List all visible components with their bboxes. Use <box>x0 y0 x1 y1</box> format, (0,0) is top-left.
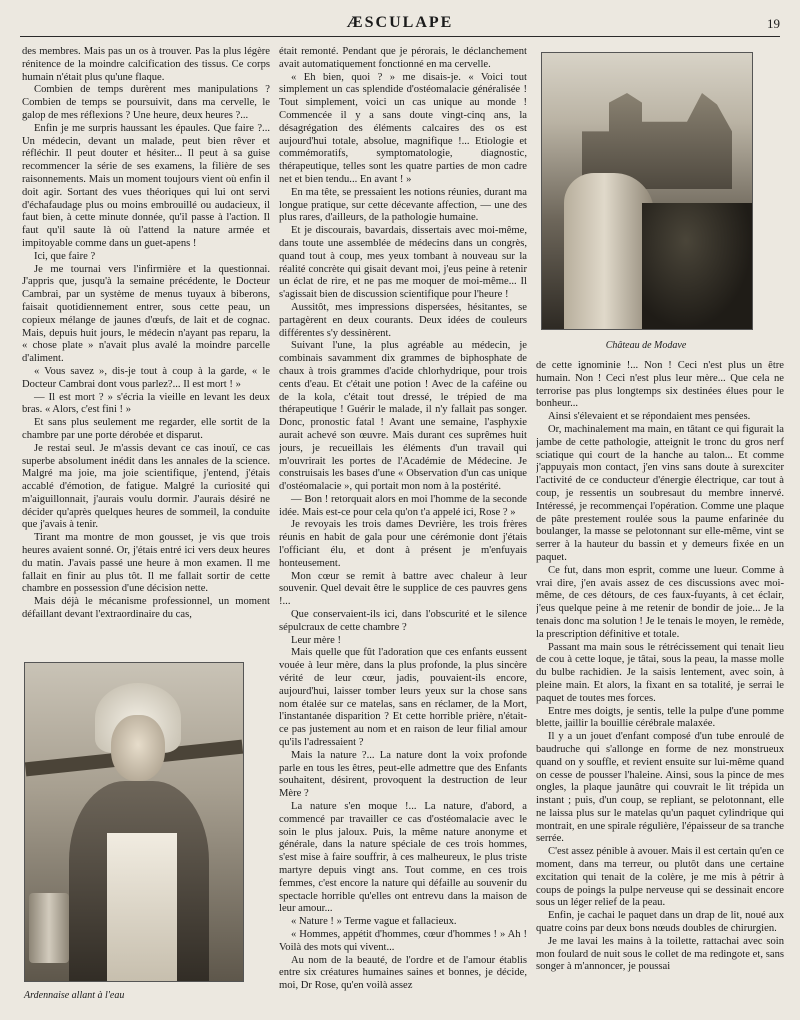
text-column-1 <box>22 46 270 658</box>
paragraph: Je me tournai vers l'infirmière et la questionnai. J'appris que, jusqu'à la semaine précédente, le Docteur Cambrai, par un système de menus tuyaux à biberons, faisait quotidiennement entrer, sous cette peau, un copieux mélange de jaunes d'œufs, de lait et de cognac. Mais, depuis huit jours, le médecin n'ayant pas reparu, la « chose plate » n'avait plus avalé la moindre parcelle d'aliment. <box>22 263 270 365</box>
paragraph: Il y a un jouet d'enfant composé d'un tube enroulé de baudruche qui s'allonge en forme de nez monstrueux quand on y souffle, et revient ensuite sur lui-même quand on cesse de pousser l'haleine. Ainsi, sous la pince de mes ongles, la plaque jaunâtre qui couvrait le lit trépida un instant ; puis, d'un coup, se repliant, se pelotonnant, elle ne laissa plus sur le matelas qu'un paquet cylindrique qui montrait, en une spirale régulière, l'épaisseur de sa tranche serrée. <box>536 731 784 845</box>
paragraph: Passant ma main sous le rétrécissement qui tenait lieu de cou à cette loque, je tâtai, sous la peau, la masse molle du bulbe rachidien. Je la saisis lentement, avec soin, à pleine main. Et alors, la fixant en sa totalité, je serrai le paquet de toutes mes forces. <box>536 641 784 704</box>
paragraph: était remonté. Pendant que je pérorais, le déclanchement avait automatiquement fonctionné en ma cervelle. <box>279 46 527 70</box>
caption-ardennaise: Ardennaise allant à l'eau <box>24 990 125 1001</box>
paragraph: En ma tête, se pressaient les notions réunies, durant ma longue pratique, sur cette décevante affection, — une des plus rares, d'ailleurs, de la pathologie humaine. <box>279 186 527 224</box>
paragraph: C'est assez pénible à avouer. Mais il est certain qu'en ce moment, dans ma terreur, ou plutôt dans une certaine excitation qui tenait de la colère, je me mis à pétrir à coups de poings la pulpe nerveuse qui se dessinait encore sous un léger relief de la peau. <box>536 846 784 909</box>
journal-title: ÆSCULAPE <box>20 14 780 32</box>
paragraph: « Nature ! » Terme vague et fallacieux. <box>291 916 457 928</box>
paragraph: Je revoyais les trois dames Devrière, les trois frères réunis en habit de gala pour une cérémonie dont j'étais l'officiant élu, et dont à présent je m'enfuyais honteusement. <box>279 519 527 569</box>
photo-cliff <box>564 173 654 329</box>
header-rule <box>20 36 780 37</box>
paragraph: Je restai seul. Je m'assis devant ce cas inouï, ce cas superbe absolument inédit dans les annales de la science. Malgré ma joie, ma joie scientifique, j'entend, j'étais accablé d'émotion, de fatigue. Malgré la curiosité qui m'aiguillonnait, j'aurais voulu dormir. J'aurais désiré ne décider qu'après quelques heures de sommeil, la conduite que j'avais à tenir. <box>22 442 270 531</box>
paragraph: Entre mes doigts, je sentis, telle la pulpe d'une pomme blette, jaillir la bouillie cérébrale malaxée. <box>536 705 784 730</box>
photo-apron <box>107 833 177 981</box>
paragraph: Leur mère ! <box>291 634 341 646</box>
paragraph: Que conservaient-ils ici, dans l'obscurité et le silence sépulcraux de cette chambre ? <box>279 609 527 633</box>
paragraph: Mon cœur se remit à battre avec chaleur à leur souvenir. Quel devait être le supplice de ces pauvres gens !... <box>279 570 527 608</box>
paragraph: Mais déjà le mécanisme professionnel, un moment défaillant devant l'extraordinaire du cas, <box>22 596 270 621</box>
paragraph: — Il est mort ? » s'écria la vieille en levant les deux bras. « Alors, c'est fini ! » <box>22 391 270 416</box>
paragraph: Ce fut, dans mon esprit, comme une lueur. Comme à vrai dire, j'en avais assez de ces discussions avec moi-même, de ces détours, de ces faux-fuyants, à cet éclair, j'eus quelque peine à me retenir de bondir de joie... Je la tenais donc ma solution ! Je le tenais le moyen, le remède, la prescription définitive et totale. <box>536 564 784 640</box>
paragraph: — Bon ! retorquait alors en moi l'homme de la seconde idée. Mais est-ce pour cela qu'on t'a appelé ici, Rose ? » <box>279 493 527 518</box>
paragraph: Enfin je me surpris haussant les épaules. Que faire ?... Un médecin, devant un malade, peut bien rêver et réfléchir. Il peut douter et hésiter... Il peut à sa guise recommencer la série de ses examens, la filière de ses raisonnements. Mais un moment toujours vient où enfin il doit agir. Sortant des vues théoriques qui lui ont servi d'échafaudage plus ou moins embrouillé ou audacieux, il faut bien, à cette minute donnée, qu'il passe à l'action. Il faut qu'il saute là où l'attend la nature armée et impitoyable comme dans un guet-apens ! <box>22 122 270 249</box>
paragraph: de cette ignominie !... Non ! Ceci n'est plus un être humain. Non ! Ceci n'est plus leur mère... Que cela ne terrorise pas plus longtemps six destinées élues pour le bonheur... <box>536 360 784 410</box>
paragraph: Au nom de la beauté, de l'ordre et de l'amour établis entre six créatures humaines saines et bonnes, je décide, moi, Dr Rose, qu'en voilà assez <box>279 954 527 992</box>
paragraph: Mais la nature ?... La nature dont la voix profonde parle en tous les êtres, peut-elle admettre que des Enfants souhaitent, désirent, provoquent la destruction de leur Mère ? <box>279 749 527 800</box>
paragraph: Ainsi s'élevaient et se répondaient mes pensées. <box>548 411 751 423</box>
paragraph: Et je discourais, bavardais, dissertais avec moi-même, dans toute une assemblée de médecins dans un congrès, quand tout à coup, mes yeux tombant à nouveau sur la réalité concrète qui gisait devant moi, j'eus peine à retenir un éclat de rire, et ne pas me moquer de moi-même... Il s'agissait bien de discussion scientifique pour l'heure ! <box>279 225 527 301</box>
paragraph: Suivant l'une, la plus agréable au médecin, je combinais savamment dix grammes de biphosphate de chaux à trois grammes d'acide chlorhydrique, pour trois cents d'eau. Et c'était une potion ! Avec de la caféine ou de la kola, c'était tout dressé, le trépied de ma thérapeutique ! Guérir le malade, il n'y fallait pas songer. Donc, pronostic fatal ! Avant une semaine, l'asphyxie aurait achevé son œuvre. Mais durant ces suprêmes huit jours, je recueillais les éléments d'un travail qui m'ouvrirait les portes de l'Académie de Médecine. Je construisais les bases d'une « Observation d'un cas unique d'ostéomalacie », qui portait mon nom à la postérité. <box>279 340 527 493</box>
paragraph: Aussitôt, mes impressions dispersées, hésitantes, se partagèrent en deux courants. Deux idées de couleurs différentes s'y dessinèrent. <box>279 301 527 339</box>
paragraph: Tirant ma montre de mon gousset, je vis que trois heures avaient sonné. Or, j'étais entré ici vers deux heures du matin. J'avais passé une heure à mon examen. Il me fallait en finir au plus tôt. Il me fallait sortir de cette chambre en possession d'une décision nette. <box>22 532 270 595</box>
photo-face <box>111 715 165 781</box>
paragraph: des membres. Mais pas un os à trouver. Pas la plus légère rénitence de la moindre calcification des tissus. Ce corps humain n'était plus qu'une flaque. <box>22 46 270 83</box>
photo-bucket <box>29 893 69 963</box>
paragraph: « Hommes, appétit d'hommes, cœur d'hommes ! » Ah ! Voilà des mots qui vivent... <box>279 928 527 953</box>
photo-trees <box>642 203 752 329</box>
caption-chateau: Château de Modave <box>605 340 687 351</box>
paragraph: « Vous savez », dis-je tout à coup à la garde, « le Docteur Cambrai dont vous parlez?... Il est mort ! » <box>22 365 270 390</box>
paragraph: La nature s'en moque !... La nature, d'abord, a commencé par travailler ce cas d'ostéomalacie avec le soin le plus jaloux. Puis, la même nature anonyme et générale, dans la nature spéciale de ces trois hommes, s'est mise à faire souffrir, à ces malheureux, le plus triste martyre depuis vingt ans. Tout comme, en ces trois femmes, c'est encore la nature qui défaille au souvenir du spectacle horrible qu'elles ont entrevu dans la maison de leur amour... <box>279 801 527 915</box>
page-number: 19 <box>767 16 780 31</box>
paragraph: « Eh bien, quoi ? » me disais-je. « Voici tout simplement un cas splendide d'ostéomalacie généralisée ! Tout simplement, voici un cas unique au monde ! Commencée il y a sans doute vingt-cinq ans, la désagrégation des éléments calcaires des os est aujourd'hui totale, absolue, magnifique !... Etiologie et commémoratifs, symptomatologie, diagnostic, thérapeutique, telles sont les quatre parties de mon cadre net et bien tendu... En avant ! » <box>279 71 527 185</box>
photo-ardennaise <box>24 662 244 982</box>
paragraph: Et sans plus seulement me regarder, elle sortit de la chambre par une porte dérobée et disparut. <box>22 417 270 441</box>
page-header <box>20 14 780 42</box>
paragraph: Combien de temps durèrent mes manipulations ? Combien de temps se poursuivit, dans ma cervelle, le galop de mes réflexions ? Une heure, deux heures ?... <box>22 84 270 121</box>
photo-chateau-modave <box>541 52 753 330</box>
paragraph: Or, machinalement ma main, en tâtant ce qui figurait la jambe de cette pathologie, atteignit le tronc du gros nerf sciatique qui court de la hanche au talon... Et comme j'appuyais mon contact, j'en vins sans doute à surexciter l'activité de ce conducteur d'énergie électrique, car tout à coup, je ressentis un soubresaut du membre innervé. Intéressé, je recommençai l'opération. Comme une plaque de pâte prestement roulée sous la paume enfarinée du boulanger, la masse se pelotonnant sur elle-même, vint se serrer à la hauteur du bassin et y demeurs fixée en un paquet. <box>536 423 784 563</box>
paragraph: Ici, que faire ? <box>34 250 96 262</box>
paragraph: Je me lavai les mains à la toilette, rattachai avec soin mon foulard de nuit sous le collet de ma redingote et, sans songer à m'annoncer, je poussai <box>536 935 784 973</box>
text-column-2 <box>279 46 527 1014</box>
paragraph: Enfin, je cachai le paquet dans un drap de lit, noué aux quatre coins par deux bons nœuds doubles de chirurgien. <box>536 910 784 935</box>
paragraph: Mais quelle que fût l'adoration que ces enfants eussent vouée à leur mère, dans la plus profonde, la plus sincère vérité de leur cœur, jadis, pouvaient-ils encore, aujourd'hui, laisser tomber leurs yeux sur la chose sans nom étalée sur ce matelas, sans en réclamer, de la Mort, l'instantanée disparition ? Et cette horrible prière, n'était-ce pas justement au nom et en raison de leur filial amour qu'ils l'adressaient ? <box>279 647 527 749</box>
text-column-3 <box>536 360 784 1014</box>
